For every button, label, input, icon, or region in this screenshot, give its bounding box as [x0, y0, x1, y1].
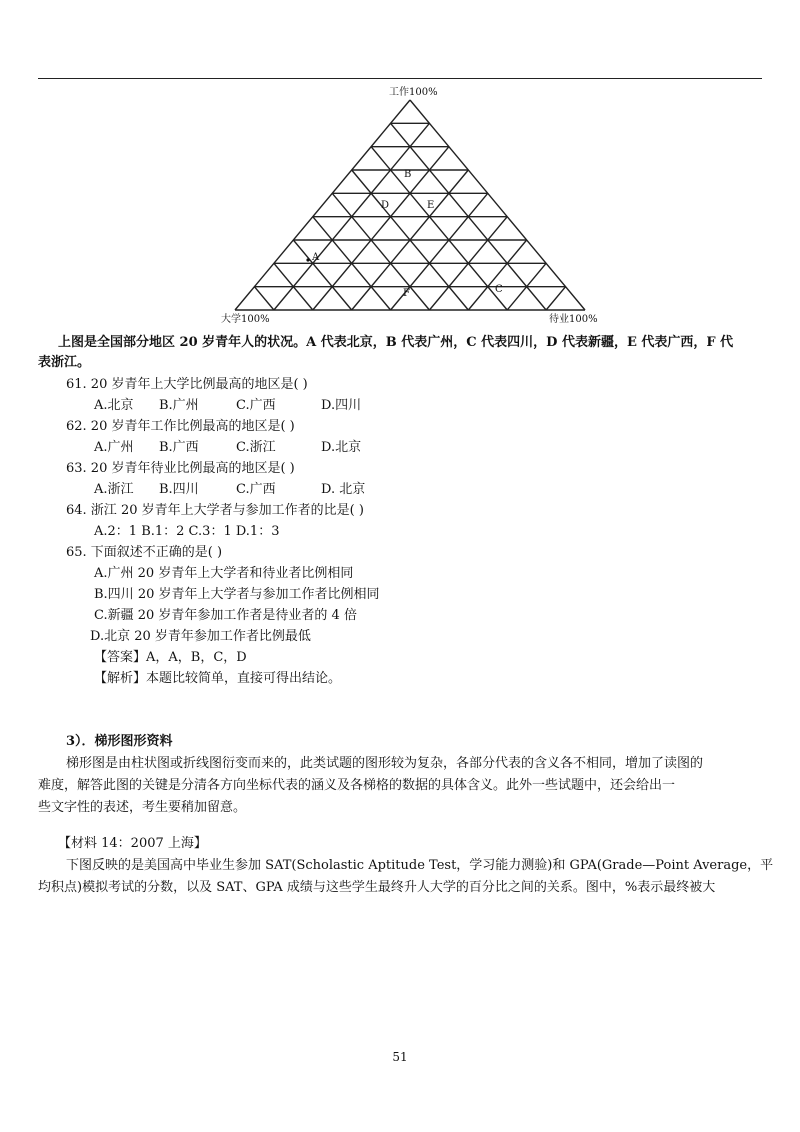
q63-option-d: D. 北京	[321, 482, 366, 497]
q61-option-b: B.广州	[159, 398, 199, 413]
q65-option-a: A.广州 20 岁青年上大学者和待业者比例相同	[94, 566, 354, 581]
analysis-line: 【解析】本题比较简单，直接可得出结论。	[94, 671, 342, 686]
q63-option-c: C.广西	[236, 482, 276, 497]
answer-line: 【答案】A，A，B，C，D	[94, 650, 247, 665]
point-a: A	[312, 252, 320, 263]
q65-option-c: C.新疆 20 岁青年参加工作者是待业者的 4 倍	[94, 608, 357, 623]
q62-option-d: D.北京	[321, 440, 362, 455]
q62-option-c: C.浙江	[236, 440, 276, 455]
question-63: 63. 20 岁青年待业比例最高的地区是( )	[66, 461, 295, 476]
q61-option-a: A.北京	[94, 398, 134, 413]
section-body-line-1: 梯形图是由柱状图或折线图衍变而来的，此类试题的图形较为复杂，各部分代表的含义各不相同，增加了读图的	[66, 756, 704, 771]
point-d: D	[381, 200, 390, 211]
point-c: C	[495, 284, 503, 295]
q63-option-b: B.四川	[159, 482, 199, 497]
intro-line-2: 表浙江。	[38, 355, 91, 370]
grid-line-parallel-right	[371, 147, 507, 310]
label-left: 大学100%	[221, 314, 270, 325]
ternary-triangle-svg	[215, 82, 605, 332]
q63-option-a: A.浙江	[94, 482, 134, 497]
grid-line-parallel-left	[546, 287, 565, 310]
question-65: 65. 下面叙述不正确的是( )	[66, 545, 223, 560]
section-heading: 3）．梯形图形资料	[66, 734, 173, 749]
question-62: 62. 20 岁青年工作比例最高的地区是( )	[66, 419, 295, 434]
section-body-line-2: 难度，解答此图的关键是分清各方向坐标代表的涵义及各梯格的数据的具体含义。此外一些试题中，还会给出一	[38, 778, 676, 793]
grid-line-parallel-right	[410, 100, 585, 310]
grid-line-parallel-left	[468, 240, 526, 310]
intro-line-1: 上图是全国部分地区 20 岁青年人的状况。A 代表北京，B 代表广州，C 代表四川，D 代表新疆，E 代表广西，F 代	[58, 335, 734, 350]
grid-line-parallel-left	[313, 147, 449, 310]
q62-option-a: A.广州	[94, 440, 134, 455]
grid-line-parallel-right	[254, 287, 273, 310]
q65-option-b: B.四川 20 岁青年上大学者与参加工作者比例相同	[94, 587, 380, 602]
label-top: 工作100%	[389, 87, 438, 98]
q64-options: A.2：1 B.1：2 C.3：1 D.1：3	[94, 524, 280, 539]
point-a-dot	[306, 258, 309, 261]
header-rule	[38, 78, 762, 79]
q62-option-b: B.广西	[159, 440, 199, 455]
material-line-1: 下图反映的是美国高中毕业生参加 SAT(Scholastic Aptitude Test，学习能力测验)和 GPA(Grade—Point Average，平	[66, 858, 774, 873]
q61-option-c: C.广西	[236, 398, 276, 413]
q61-option-d: D.四川	[321, 398, 362, 413]
q65-option-d: D.北京 20 岁青年参加工作者比例最低	[90, 629, 311, 644]
material-title: 【材料 14：2007 上海】	[58, 836, 207, 851]
page-number: 51	[392, 1050, 408, 1064]
question-64: 64. 浙江 20 岁青年上大学者与参加工作者的比是( )	[66, 503, 364, 518]
point-b: B	[404, 169, 412, 180]
point-e: E	[427, 200, 435, 211]
question-61: 61. 20 岁青年上大学比例最高的地区是( )	[66, 377, 308, 392]
ternary-triangle-figure	[215, 82, 605, 332]
label-right: 待业100%	[549, 314, 598, 325]
grid-line-parallel-right	[293, 240, 351, 310]
section-body-line-3: 些文字性的表述，考生要稍加留意。	[38, 800, 247, 815]
material-line-2: 均积点)模拟考试的分数，以及 SAT、GPA 成绩与这些学生最终升人大学的百分比之间的关系。图中，%表示最终被大	[38, 880, 716, 895]
point-f: F	[403, 288, 410, 299]
